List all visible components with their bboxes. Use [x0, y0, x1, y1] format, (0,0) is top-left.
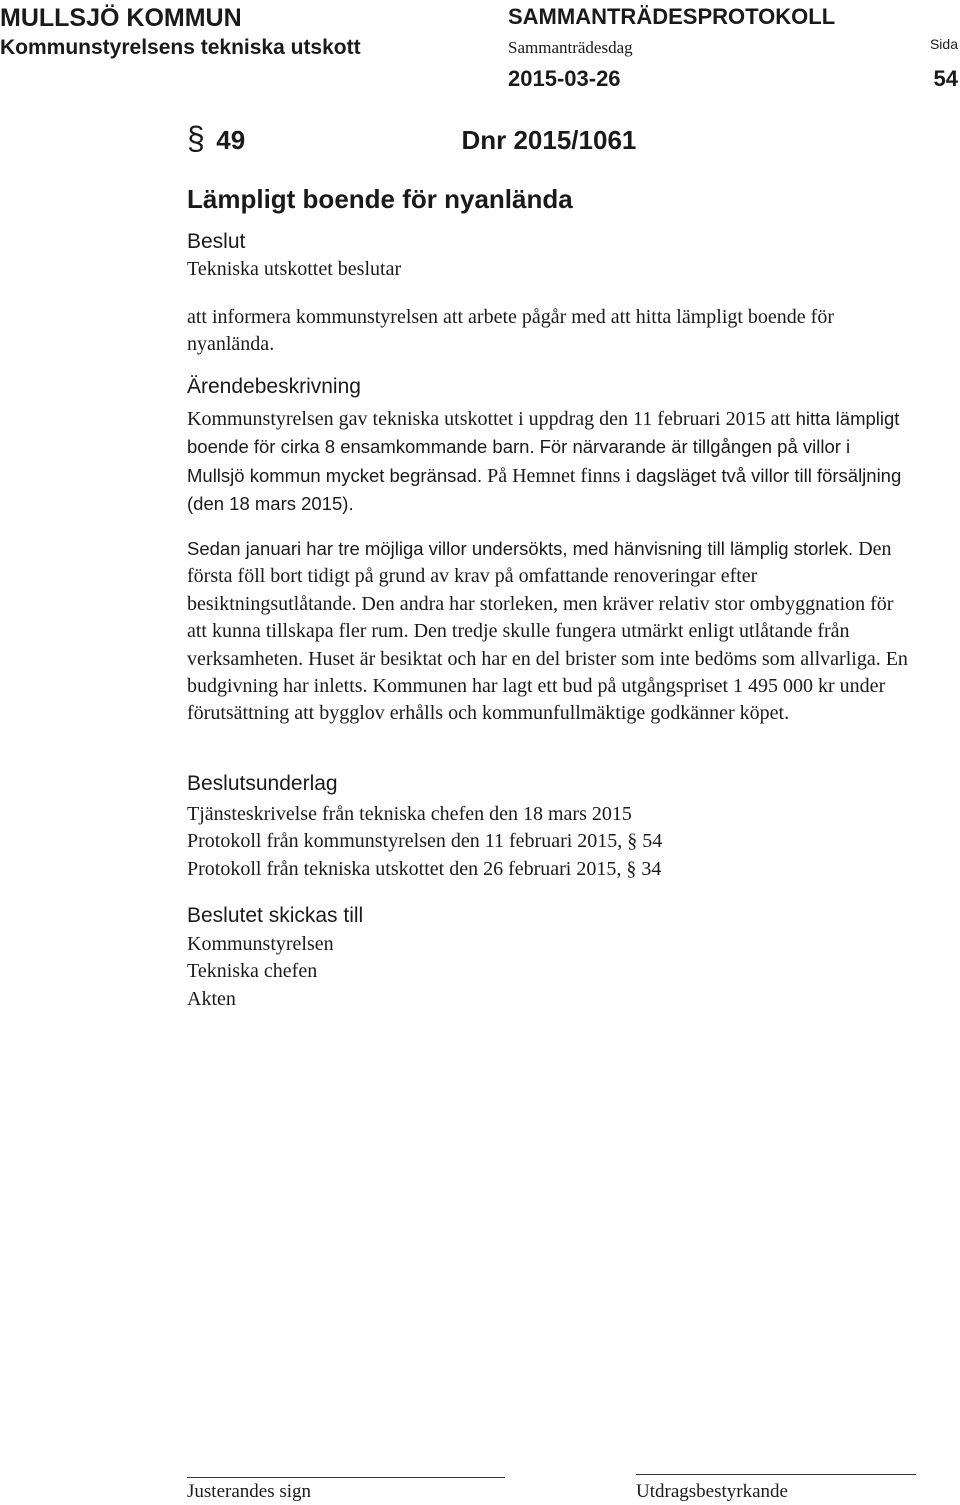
arende-p1-part-b: hitta lämpligt boende för cirka 8 ensamkommande barn. — [187, 408, 900, 458]
meeting-date-label: Sammanträdesdag — [508, 38, 633, 57]
diary-number: Dnr 2015/1061 — [461, 125, 637, 155]
arende-p2-part-a: Sedan januari har tre möjliga villor undersökts, med hänvisning till lämplig — [187, 538, 789, 559]
municipality-name: MULLSJÖ KOMMUN — [0, 4, 242, 32]
heading-beslutsunderlag: Beslutsunderlag — [187, 772, 338, 795]
list-item: Protokoll från tekniska utskottet den 26 februari 2015, § 34 — [187, 857, 662, 880]
arende-paragraph-2 — [187, 535, 912, 728]
page-label: Sida — [929, 36, 958, 52]
beslut-intro: Tekniska utskottet beslutar — [187, 258, 402, 280]
arende-p2-part-b: storlek. — [793, 538, 854, 559]
signature-line-right — [636, 1474, 916, 1475]
list-item: Kommunstyrelsen — [187, 933, 334, 955]
footer-justerandes-sign: Justerandes sign — [187, 1481, 312, 1502]
document-type: SAMMANTRÄDESPROTOKOLL — [508, 4, 836, 29]
arende-p1-part-d: På Hemnet finns i — [487, 464, 631, 487]
arende-p1-part-c: För närvarande är tillgången på villor i Mullsjö kommun mycket begränsad. — [187, 436, 851, 486]
committee-name: Kommunstyrelsens tekniska utskott — [0, 36, 361, 59]
arende-p1-part-e: dagsläget två villor till försäljning (den 18 mars 2015). — [187, 464, 902, 515]
recipients-list — [187, 931, 334, 1013]
heading-beslut: Beslut — [187, 230, 246, 253]
list-item: Akten — [187, 987, 236, 1010]
arende-p2-part-f: Huset är besiktat och har en del brister som inte bedöms som allvarliga. — [308, 647, 881, 670]
section-heading — [187, 120, 636, 157]
arende-p1-part-a: Kommunstyrelsen gav tekniska utskottet i uppdrag den 11 februari 2015 att — [187, 408, 791, 430]
section-number: 49 — [216, 125, 246, 155]
beslutsunderlag-list — [187, 801, 662, 883]
arende-p2-part-c: Den första föll bort tidigt på grund av krav på omfattande renoveringar efter besiktningsutlåtande. — [187, 538, 892, 615]
paragraph-symbol: § — [187, 120, 205, 156]
arende-p2-part-e: Den tredje skulle fungera utmärkt enligt utlåtande från verksamheten. — [187, 620, 850, 670]
arende-p2-part-h: Kommunen har lagt ett bud på utgångspriset 1 495 000 kr under förutsättning att bygglov erhålls och kommunfullmäktige godkänner köpet. — [187, 675, 886, 725]
arende-p2-part-g: En budgivning har inletts. — [187, 647, 908, 698]
page-number: 54 — [933, 66, 958, 91]
case-title: Lämpligt boende för nyanlända — [187, 184, 573, 214]
beslut-text: att informera kommunstyrelsen att arbete pågår med att hitta lämpligt boende för nyanlända. — [187, 306, 835, 356]
list-item: Protokoll från kommunstyrelsen den 11 februari 2015, § 54 — [187, 830, 663, 853]
list-item: Tjänsteskrivelse från tekniska chefen den 18 mars 2015 — [187, 803, 632, 825]
signature-line-left — [187, 1477, 505, 1478]
arende-paragraph-1 — [187, 405, 912, 519]
meeting-date: 2015-03-26 — [508, 66, 621, 91]
heading-arendebeskrivning: Ärendebeskrivning — [187, 375, 361, 398]
list-item: Tekniska chefen — [187, 960, 318, 983]
heading-beslutet-skickas-till: Beslutet skickas till — [187, 904, 364, 927]
arende-p2-part-d: Den andra har storleken, men kräver relativ stor ombyggnation för att kunna tillskapa fler rum. — [187, 592, 894, 643]
footer-utdragsbestyrkande: Utdragsbestyrkande — [636, 1481, 788, 1502]
